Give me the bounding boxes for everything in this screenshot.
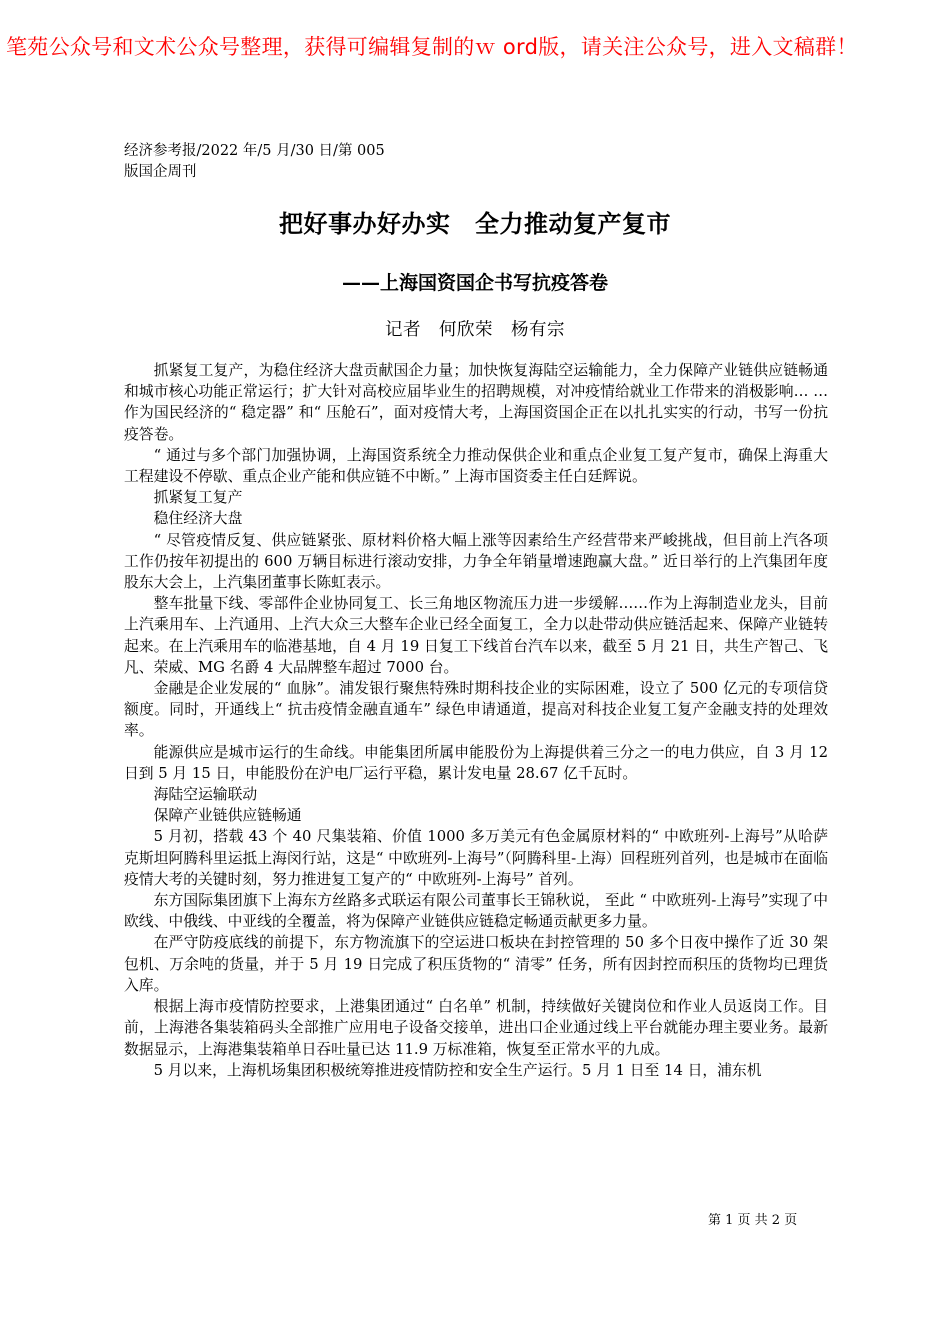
paragraph: 抓紧复工复产，为稳住经济大盘贡献国企力量；加快恢复海陆空运输能力，全力保障产业链供应链畅通和城市核心功能正常运行；扩大针对高校应届毕业生的招聘规模，对冲疫情给就业工作带来的消极影响… … 作为国民经济的“ 稳定器” 和“ 压舱石”，面对疫情大考，上海国资国企正在以扎扎实实的行动，书写一份抗疫答卷。 [124, 362, 828, 443]
article-subtitle: ——上海国资国企书写抗疫答卷 [341, 272, 608, 294]
paragraph: 5 月以来，上海机场集团积极统筹推进疫情防控和安全生产运行。5 月 1 日至 14 日，浦东机 [153, 1061, 762, 1079]
source-line-2: 版国企周刊 [124, 164, 197, 180]
paragraph: 5 月初，搭载 43 个 40 尺集装箱、价值 1000 多万美元有色金属原材料的“ 中欧班列-上海号”从哈萨克斯坦阿腾科里运抵上海闵行站，这是“ 中欧班列-上海号”（阿腾科里-上海）回程班列首列，也是城市在面临疫情大考的关键时刻，努力推进复工复产的“ 中欧班列-上海号” 首列。 [124, 828, 828, 888]
article-body [124, 360, 828, 1081]
paragraph: 整车批量下线、零部件企业协同复工、长三角地区物流压力进一步缓解……作为上海制造业龙头，目前上汽乘用车、上汽通用、上汽大众三大整车企业已经全面复工，全力以赴带动供应链活起来、保障产业链转起来。在上汽乘用车的临港基地，自 4 月 19 日复工下线首台汽车以来，截至 5 月 21 日，共生产智己、飞凡、荣威、MG 名爵 4 大品牌整车超过 7000 台。 [124, 595, 828, 676]
source-line-1: 经济参考报/2022 年/5 月/30 日/第 005 [124, 143, 385, 159]
paragraph: 在严守防疫底线的前提下，东方物流旗下的空运进口板块在封控管理的 50 多个日夜中操作了近 30 架包机、万余吨的货量，并于 5 月 19 日完成了积压货物的“ 清零” 任务，所有因封控而积压的货物均已理货入库。 [124, 934, 828, 994]
page-number: 第 1 页 共 2 页 [708, 1213, 798, 1228]
paragraph: 金融是企业发展的“ 血脉”。浦发银行聚焦特殊时期科技企业的实际困难，设立了 500 亿元的专项信贷额度。同时，开通线上“ 抗击疫情金融直通车” 绿色申请通道，提高对科技企业复工复产金融支持的处理效率。 [124, 680, 828, 740]
watermark-banner: 笔苑公众号和文术公众号整理，获得可编辑复制的ｗ ord版，请关注公众号，进入文稿群！ [6, 35, 858, 59]
paragraph: “ 通过与多个部门加强协调，上海国资系统全力推动保供企业和重点企业复工复产复市，确保上海重大工程建设不停歇、重点企业产能和供应链不中断。” 上海市国资委主任白廷辉说。 [124, 446, 828, 486]
paragraph: 根据上海市疫情防控要求，上港集团通过“ 白名单” 机制，持续做好关键岗位和作业人员返岗工作。目前，上海港各集装箱码头全部推广应用电子设备交接单，进出口企业通过线上平台就能办理主要业务。最新数据显示，上海港集装箱单日吞吐量已达 11.9 万标准箱，恢复至正常水平的九成。 [124, 998, 828, 1058]
paragraph: “ 尽管疫情反复、供应链紧张、原材料价格大幅上涨等因素给生产经营带来严峻挑战，但目前上汽各项工作仍按年初提出的 600 万辆目标进行滚动安排，力争全年销量增速跑赢大盘。” 近日举行的上汽集团年度股东大会上，上汽集团董事长陈虹表示。 [124, 531, 828, 592]
section-heading: 保障产业链供应链畅通 [153, 807, 302, 825]
paragraph: 东方国际集团旗下上海东方丝路多式联运有限公司董事长王锦秋说， 至此 “ 中欧班列-上海号”实现了中欧线、中俄线、中亚线的全覆盖，将为保障产业链供应链稳定畅通贡献更多力量。 [124, 892, 828, 931]
section-heading: 海陆空运输联动 [153, 786, 258, 804]
source-citation [124, 141, 424, 183]
article-byline: 记者 何欣荣 杨有宗 [385, 320, 565, 340]
article-title: 把好事办好办实 全力推动复产复市 [279, 209, 671, 238]
section-heading: 稳住经济大盘 [153, 510, 243, 528]
paragraph: 能源供应是城市运行的生命线。申能集团所属申能股份为上海提供着三分之一的电力供应，自 3 月 12 日到 5 月 15 日，申能股份在沪电厂运行平稳，累计发电量 28.67 亿千瓦时。 [124, 743, 828, 782]
section-heading: 抓紧复工复产 [153, 489, 243, 507]
